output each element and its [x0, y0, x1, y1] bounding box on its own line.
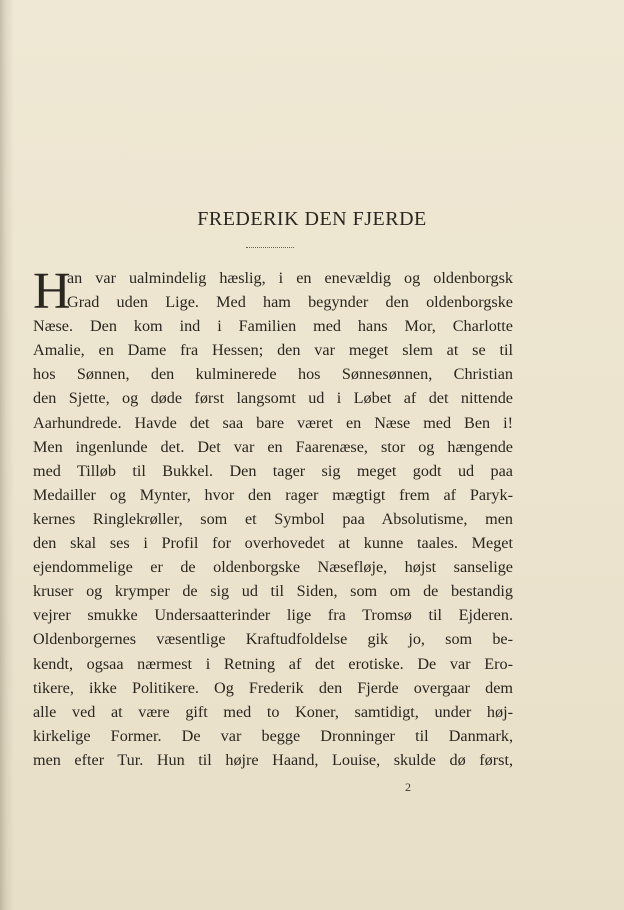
page-number: 2	[405, 780, 411, 794]
text-line: kernes Ringlekrøller, som et Symbol paa Absolutisme, men	[33, 509, 513, 528]
text-line: Aarhundrede. Havde det saa bare været en Næse med Ben i!	[33, 413, 513, 432]
text-line: den Sjette, og døde først langsomt ud i Løbet af det nittende	[33, 389, 513, 408]
text-line: med Tilløb til Bukkel. Den tager sig meget godt ud paa	[33, 461, 513, 480]
text-line: kirkelige Former. De var begge Dronninger til Danmark,	[33, 726, 513, 745]
chapter-title: FREDERIK DEN FJERDE	[197, 208, 427, 230]
text-line: Amalie, en Dame fra Hessen; den var meget slem at se til	[33, 341, 513, 360]
text-line: an var ualmindelig hæslig, i en enevældig og oldenborgsk	[67, 269, 513, 287]
text-line: alle ved at være gift med to Koner, samtidigt, under høj-	[33, 702, 513, 721]
title-divider	[246, 247, 294, 248]
body-text	[33, 263, 513, 772]
text-line: kendt, ogsaa nærmest i Retning af det erotiske. De var Ero-	[33, 654, 513, 673]
drop-cap: H	[33, 263, 71, 320]
text-line: tikere, ikke Politikere. Og Frederik den Fjerde overgaar dem	[33, 678, 513, 697]
text-line: kruser og krymper de sig ud til Siden, som om de bestandig	[33, 582, 513, 601]
text-line: Næse. Den kom ind i Familien med hans Mor, Charlotte	[33, 317, 513, 336]
text-line: Medailler og Mynter, hvor den rager mægtigt frem af Paryk-	[33, 485, 513, 504]
text-line: Oldenborgernes væsentlige Kraftudfoldelse gik jo, som be-	[33, 630, 513, 649]
text-line: den skal ses i Profil for overhovedet at kunne taales. Meget	[33, 534, 513, 553]
text-line: ejendommelige er de oldenborgske Næsefløje, højst sanselige	[33, 558, 513, 577]
text-line: vejrer smukke Undersaatterinder lige fra Tromsø til Ejderen.	[33, 606, 513, 625]
text-line: Grad uden Lige. Med ham begynder den oldenborgske	[67, 293, 513, 312]
text-line: Men ingenlunde det. Det var en Faarenæse, stor og hængende	[33, 437, 513, 456]
text-line: hos Sønnen, den kulminerede hos Sønnesønnen, Christian	[33, 365, 513, 384]
text-line: men efter Tur. Hun til højre Haand, Louise, skulde dø først,	[33, 750, 513, 769]
